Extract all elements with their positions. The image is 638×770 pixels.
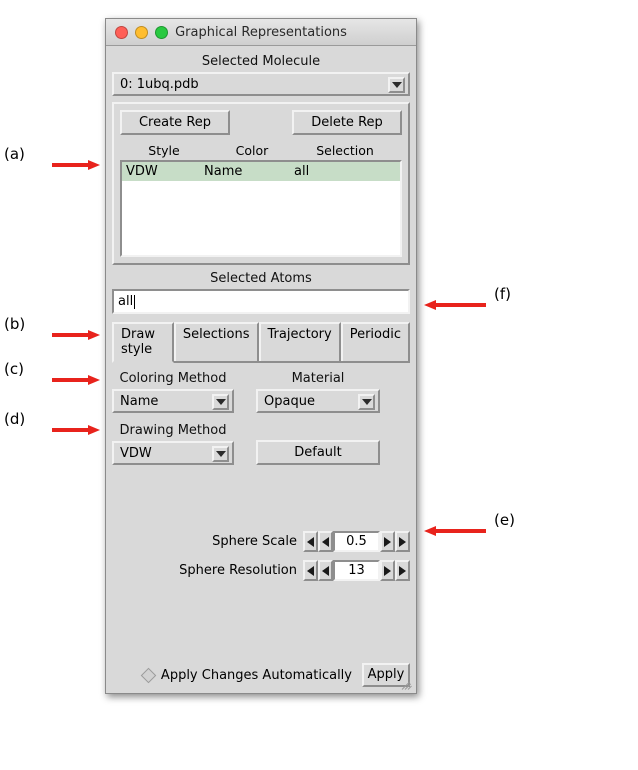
annotation-e-label: (e): [494, 511, 515, 529]
drawing-method-label: Drawing Method: [119, 423, 227, 438]
representations-list[interactable]: [120, 160, 402, 257]
default-button[interactable]: Default: [256, 440, 380, 465]
left-icon[interactable]: [318, 560, 333, 581]
row-style: VDW: [126, 164, 158, 179]
right-icon[interactable]: [380, 531, 395, 552]
method-material-row: [112, 371, 410, 413]
annotation-e-arrow: [424, 526, 486, 536]
double-left-icon[interactable]: [303, 531, 318, 552]
annotation-b-arrow: [52, 330, 100, 340]
zoom-icon[interactable]: [155, 26, 168, 39]
drawing-method-dropdown[interactable]: [112, 441, 234, 465]
coloring-method-group: [112, 371, 234, 413]
bottom-bar: [112, 663, 410, 687]
apply-auto-toggle[interactable]: [141, 667, 157, 683]
drawing-method-group: [112, 423, 234, 465]
window-title: Graphical Representations: [175, 24, 347, 40]
selected-molecule-label: Selected Molecule: [201, 54, 321, 69]
graphical-representations-window: [105, 18, 417, 694]
resize-grip[interactable]: [400, 677, 414, 691]
sphere-scale-row: [112, 531, 410, 552]
double-left-icon[interactable]: [303, 560, 318, 581]
apply-button[interactable]: Apply: [362, 663, 410, 687]
annotation-d-label: (d): [4, 410, 26, 428]
sphere-scale-decrement-fast[interactable]: [303, 531, 333, 552]
rep-header-style: Style: [148, 143, 180, 158]
annotation-c-label: (c): [4, 360, 24, 378]
default-button-group: [256, 423, 380, 465]
sphere-resolution-increment-fast[interactable]: [380, 560, 410, 581]
slider-group: [112, 531, 410, 581]
annotation-a-arrow: [52, 160, 100, 170]
coloring-method-dropdown[interactable]: [112, 389, 234, 413]
right-icon[interactable]: [380, 560, 395, 581]
sphere-scale-label: Sphere Scale: [212, 534, 297, 549]
apply-auto-label: Apply Changes Automatically: [160, 667, 352, 683]
minimize-icon[interactable]: [135, 26, 148, 39]
delete-rep-button[interactable]: Delete Rep: [292, 110, 402, 135]
selected-atoms-value: all: [118, 294, 134, 309]
sphere-scale-increment-fast[interactable]: [380, 531, 410, 552]
close-icon[interactable]: [115, 26, 128, 39]
tab-periodic[interactable]: Periodic: [341, 322, 410, 361]
chevron-down-icon[interactable]: [212, 394, 229, 410]
row-color: Name: [204, 164, 243, 179]
chevron-down-icon[interactable]: [358, 394, 375, 410]
selected-atoms-label: Selected Atoms: [210, 271, 312, 286]
annotation-f-label: (f): [494, 285, 511, 303]
window-content: [106, 46, 416, 581]
representations-frame: [112, 102, 410, 265]
material-value: Opaque: [264, 393, 315, 409]
chevron-down-icon[interactable]: [212, 446, 229, 462]
annotation-a-label: (a): [4, 145, 25, 163]
sphere-resolution-label: Sphere Resolution: [179, 563, 297, 578]
window-titlebar[interactable]: [106, 19, 416, 46]
annotation-b-label: (b): [4, 315, 26, 333]
selected-molecule-value: 0: 1ubq.pdb: [120, 76, 199, 92]
tab-trajectory[interactable]: Trajectory: [259, 322, 341, 361]
chevron-down-icon[interactable]: [388, 77, 405, 93]
sphere-resolution-value[interactable]: 13: [333, 560, 380, 581]
tab-selections[interactable]: Selections: [174, 322, 259, 361]
material-label: Material: [291, 371, 345, 386]
rep-table-headers: [120, 143, 402, 158]
create-rep-button[interactable]: Create Rep: [120, 110, 230, 135]
annotation-c-arrow: [52, 375, 100, 385]
rep-header-selection: Selection: [316, 143, 374, 158]
sphere-resolution-row: [112, 560, 410, 581]
annotation-d-arrow: [52, 425, 100, 435]
sphere-scale-value[interactable]: 0.5: [333, 531, 380, 552]
left-icon[interactable]: [318, 531, 333, 552]
rep-button-row: [120, 110, 402, 135]
selected-molecule-dropdown[interactable]: [112, 72, 410, 96]
table-row[interactable]: [122, 162, 400, 181]
coloring-method-value: Name: [120, 393, 159, 409]
selected-atoms-input[interactable]: [112, 289, 410, 314]
material-dropdown[interactable]: [256, 389, 380, 413]
drawing-default-row: [112, 423, 410, 465]
material-group: [256, 371, 380, 413]
coloring-method-label: Coloring Method: [119, 371, 227, 386]
rep-header-color: Color: [235, 143, 269, 158]
window-controls: [106, 26, 168, 39]
text-caret: [134, 295, 135, 309]
row-selection: all: [294, 164, 310, 179]
tab-bar: [112, 322, 410, 363]
double-right-icon[interactable]: [395, 560, 410, 581]
annotation-f-arrow: [424, 300, 486, 310]
tab-draw-style[interactable]: Draw style: [112, 322, 174, 363]
double-right-icon[interactable]: [395, 531, 410, 552]
sphere-resolution-decrement-fast[interactable]: [303, 560, 333, 581]
drawing-method-value: VDW: [120, 445, 152, 461]
